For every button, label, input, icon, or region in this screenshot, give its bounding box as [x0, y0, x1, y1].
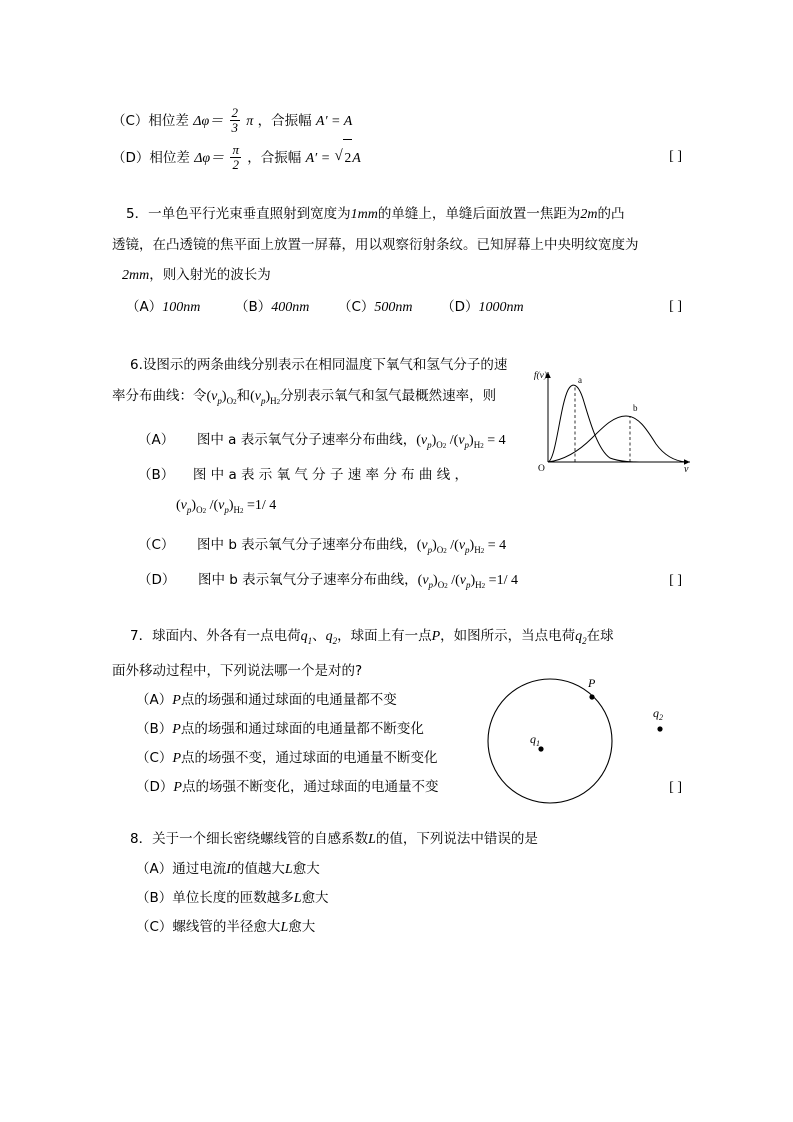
- q6-option-d: [112, 566, 682, 601]
- answer-bracket-q6: [ ]: [669, 573, 682, 589]
- q7-text-1c: ，如图所示，当点电荷: [440, 627, 576, 644]
- q7-option-c: [112, 744, 682, 773]
- q8-option-b-tag: （B）: [136, 889, 173, 906]
- q5-line-2: [112, 230, 682, 260]
- q5-text-1e: 的凸: [597, 206, 625, 222]
- q5-option-c-tag: （C）: [337, 299, 375, 315]
- q5-text-1a: 一单色平行光束垂直照射到宽度为: [148, 206, 351, 222]
- q6-number: 6.: [130, 357, 143, 373]
- q7-option-c-lead: P: [172, 750, 181, 766]
- question-8: [112, 824, 682, 942]
- q7-p: P: [431, 628, 441, 644]
- q8-option-a-text-b: 的值越大: [230, 860, 285, 877]
- q6-axis-y-label: f(v): [534, 371, 547, 381]
- q8-option-b-text-a: 单位长度的匝数越多: [172, 889, 294, 906]
- q7-charge-q2-label: $q_2$: [653, 705, 663, 722]
- q5-line-1: [112, 199, 682, 230]
- q8-option-a-text-a: 通过电流: [172, 860, 227, 877]
- q8-option-b: [112, 884, 682, 913]
- q5-option-c-value: 500nm: [374, 300, 413, 315]
- q6-vp-o2: $(v_p)_{O2}$: [206, 389, 237, 406]
- q5-number: 5．: [126, 206, 149, 222]
- q7-text-1a: 球面内、外各有一点电荷: [152, 627, 301, 644]
- fraction-denominator: 3: [231, 119, 238, 135]
- q8-line-1: [112, 824, 682, 855]
- sqrt-radicand: 2: [343, 139, 352, 176]
- sqrt-symbol: [334, 139, 352, 176]
- q7-line-2: [112, 656, 682, 686]
- option-c-label: （C）相位差: [112, 113, 189, 129]
- option-d-amplitude-suffix: A: [352, 151, 361, 166]
- option-c-amplitude: A′ = A: [315, 114, 353, 129]
- q6-origin-label: O: [538, 464, 545, 472]
- q8-option-c-tag: （C）: [136, 918, 173, 935]
- q7-q1: $q_1$: [300, 628, 313, 646]
- q7-option-a-lead: P: [172, 692, 181, 708]
- q5-option-a-value: 100nm: [162, 300, 201, 315]
- q6-option-b-tag: （B）: [138, 466, 175, 483]
- option-c-comma: ，合振幅: [257, 113, 312, 129]
- question-7: [112, 621, 682, 802]
- q8-number: 8．: [130, 830, 153, 847]
- q8-option-c-text-c: 愈大: [288, 918, 316, 935]
- q7-number: 7．: [130, 627, 153, 644]
- q7-text-1d: 在球: [586, 627, 614, 644]
- q6-option-c: [112, 531, 682, 566]
- q8-option-b-text-c: 愈大: [301, 889, 329, 906]
- question-5: [112, 199, 682, 324]
- q5-text-1c: 的单缝上，单缝后面放置一焦距为: [377, 206, 581, 222]
- q8-option-c-L: L: [280, 919, 289, 935]
- q6-option-d-text: 图中 b 表示氧气分子速率分布曲线，: [198, 572, 418, 589]
- q7-option-a: [112, 686, 682, 715]
- fraction-numerator: 2: [231, 104, 238, 120]
- q6-option-c-text: 图中 b 表示氧气分子速率分布曲线，: [197, 537, 417, 554]
- q8-option-a-tag: （A）: [136, 860, 173, 877]
- q6-option-c-tag: （C）: [138, 537, 175, 554]
- q8-text-1b: 的值，下列说法中错误的是: [375, 830, 538, 847]
- option-d-amplitude-prefix: A′ =: [305, 151, 331, 166]
- q6-option-a: [112, 426, 682, 461]
- q8-option-a-L: L: [284, 861, 293, 877]
- q7-text-1b: ，球面上有一点: [337, 627, 432, 644]
- fraction-numerator: π: [232, 141, 239, 157]
- q5-option-b-tag: （B）: [234, 299, 272, 315]
- q6-text-2b: 和: [236, 388, 251, 404]
- q5-text-2: 透镜，在凸透镜的焦平面上放置一屏幕，用以观察衍射条纹。已知屏幕上中央明纹宽度为: [112, 237, 639, 253]
- option-d-fraction: [230, 143, 241, 171]
- option-d-comma: ，合振幅: [247, 150, 302, 166]
- option-c-pi: π: [246, 114, 254, 129]
- q6-option-d-ratio: $(v_p)_{O2}$ $/(v_p)_{H2} =1/$ 4: [417, 573, 518, 590]
- q7-option-d-text: 点的场强不断变化，通过球面的电通量不变: [181, 778, 439, 795]
- q6-option-a-ratio: $(v_p)_{O2}$ $/(v_p)_{H2} = 4$: [416, 432, 506, 450]
- q8-option-a-text-c: 愈大: [292, 860, 320, 877]
- q6-option-b-ratio-line: [112, 490, 682, 526]
- q6-option-a-tag: （A）: [138, 431, 175, 448]
- q7-option-d-lead: P: [173, 779, 182, 795]
- q7-option-c-tag: （C）: [136, 749, 173, 766]
- q5-option-d-value: 1000nm: [478, 300, 524, 315]
- q6-text-2c: 分别表示氧气和氢气最概然速率，则: [280, 388, 497, 404]
- q8-option-a: [112, 855, 682, 884]
- q6-axis-x-label: v: [684, 464, 689, 472]
- q6-option-b: [112, 461, 682, 490]
- q5-fringe-width: 2mm: [122, 268, 150, 283]
- q6-line-1: [112, 350, 682, 380]
- q6-option-c-ratio: $(v_p)_{O2}$ $/(v_p)_{H2} = 4$: [416, 538, 507, 556]
- q7-option-b-tag: （B）: [136, 720, 173, 737]
- q6-curve-b-label: b: [633, 403, 638, 413]
- q5-option-a-tag: （A）: [126, 299, 163, 315]
- q6-option-a-text: 图中 a 表示氧气分子速率分布曲线，: [196, 431, 417, 448]
- q7-q2: $q_2$: [325, 628, 338, 646]
- q6-text-2a: 率分布曲线：令: [112, 388, 207, 404]
- q6-option-d-tag: （D）: [138, 572, 176, 589]
- q5-text-3b: ，则入射光的波长为: [149, 267, 271, 283]
- option-c-top: [112, 104, 682, 139]
- question-6: [112, 350, 689, 601]
- option-c-symbol: Δφ＝: [193, 114, 224, 129]
- q8-text-1a: 关于一个细长密绕螺线管的自感系数: [152, 830, 369, 847]
- q6-line-2: [112, 380, 682, 418]
- option-d-label: （D）相位差: [112, 150, 190, 166]
- q7-option-b: [112, 715, 682, 744]
- q8-option-a-current: I: [226, 861, 231, 877]
- q7-q2b: $q_2$: [575, 628, 587, 646]
- answer-bracket-q5: [ ]: [669, 299, 682, 314]
- q7-option-d-tag: （D）: [136, 778, 174, 795]
- q5-width: 1mm: [350, 207, 378, 222]
- q6-curve-a-label: a: [578, 375, 582, 385]
- document-content: [112, 104, 689, 944]
- q6-text-1: 设图示的两条曲线分别表示在相同温度下氧气和氢气分子的速: [142, 357, 508, 373]
- q8-L: L: [368, 831, 376, 847]
- q7-sep: 、: [312, 627, 326, 644]
- q7-option-d: [112, 773, 682, 802]
- q7-option-c-text: 点的场强不变，通过球面的电通量不断变化: [181, 749, 438, 766]
- q5-focal: 2m: [580, 207, 598, 222]
- fraction-denominator: 2: [230, 157, 241, 172]
- q7-text-2: 面外移动过程中，下列说法哪一个是对的?: [112, 662, 363, 679]
- q7-charge-q1-label: $q_1$: [530, 731, 540, 748]
- q8-option-c-text-a: 螺线管的半径愈大: [172, 918, 281, 935]
- q7-point-p-label: P: [588, 675, 596, 690]
- answer-bracket-q7: [ ]: [669, 779, 682, 795]
- q7-option-a-text: 点的场强和通过球面的电通量都不变: [180, 691, 397, 708]
- q6-option-b-text: 图 中 a 表 示 氧 气 分 子 速 率 分 布 曲 线 ，: [192, 466, 469, 483]
- option-d-top: [112, 139, 682, 177]
- q8-option-b-L: L: [293, 890, 302, 906]
- q5-option-d-tag: （D）: [441, 299, 479, 315]
- q7-option-b-text: 点的场强和通过球面的电通量都不断变化: [180, 720, 424, 737]
- q5-line-3: [112, 260, 682, 291]
- q6-vp-h2: $(v_p)_{H2}$: [250, 389, 281, 406]
- q5-option-b-value: 400nm: [271, 300, 310, 315]
- q7-option-a-tag: （A）: [136, 691, 173, 708]
- q6-option-b-ratio: $(v_p)_{O2}$ $/(v_p)_{H2} =1/$ 4: [176, 497, 277, 515]
- q7-line-1: [112, 621, 682, 656]
- q7-option-b-lead: P: [172, 721, 181, 737]
- option-c-fraction: [230, 106, 241, 134]
- q5-options: [112, 291, 682, 324]
- q8-option-c: [112, 913, 682, 942]
- option-d-symbol: Δφ＝: [194, 151, 225, 166]
- answer-bracket-1: [ ]: [669, 149, 682, 164]
